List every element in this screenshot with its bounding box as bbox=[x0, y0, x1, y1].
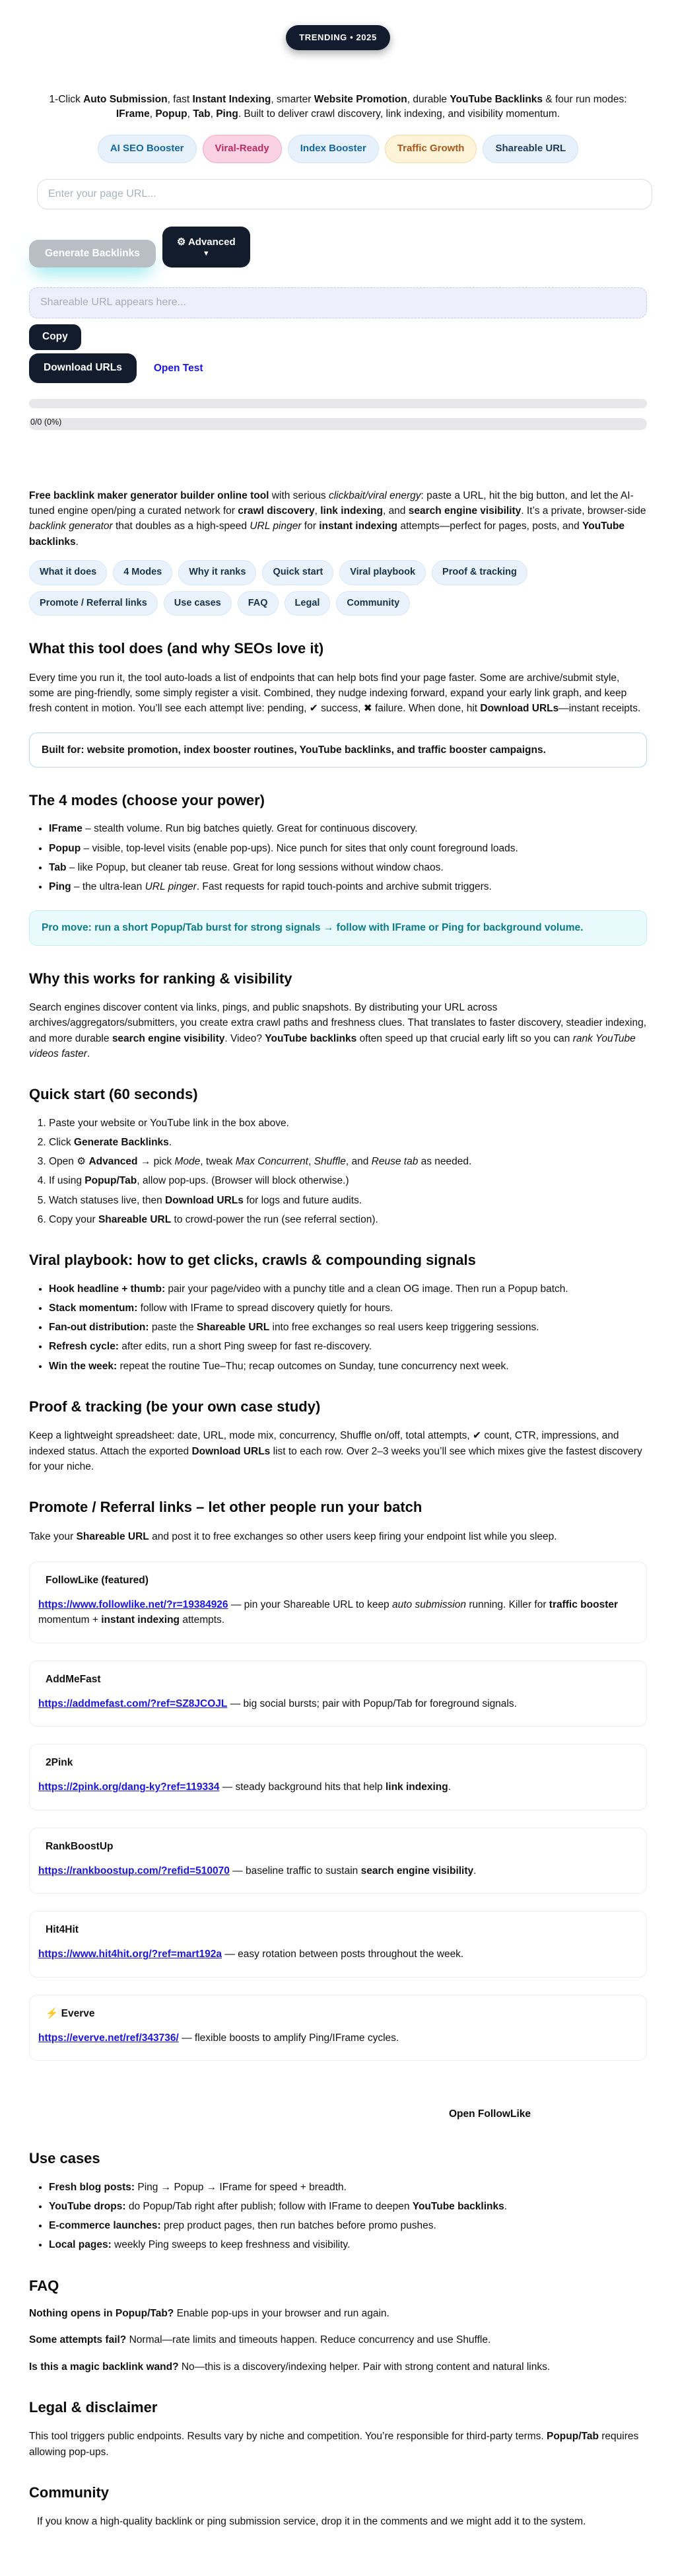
list-item: 2. Click Generate Backlinks. bbox=[49, 1135, 647, 1150]
faq-title: FAQ bbox=[29, 2277, 59, 2294]
chip-index-booster: Index Booster bbox=[288, 135, 379, 163]
lightning-icon: ⚡ bbox=[46, 2007, 59, 2019]
list-item: • Tab – like Popup, but cleaner tab reuse. Great for long sessions without window chaos. bbox=[49, 860, 647, 875]
hero-section bbox=[0, 0, 676, 163]
built-for-callout: Built for: website promotion, index booster routines, YouTube backlinks, and traffic booster campaigns. bbox=[29, 733, 647, 768]
chip-shareable-url: Shareable URL bbox=[483, 135, 578, 163]
community-body: If you know a high-quality backlink or ping submission service, drop it in the comments and we might add it to the system. bbox=[37, 2516, 586, 2528]
referral-name-text: Everve bbox=[58, 2007, 95, 2019]
list-item: 6. Copy your Shareable URL to crowd-power the run (see referral section). bbox=[49, 1212, 647, 1227]
referral-name: Hit4Hit bbox=[46, 1924, 79, 1936]
list-item: 4. If using Popup/Tab, allow pop-ups. (Browser will block otherwise.) bbox=[49, 1173, 647, 1188]
faq-item: Is this a magic backlink wand? No—this is a discovery/indexing helper. Pair with strong content and natural links. bbox=[29, 2361, 551, 2373]
bottom-spacer bbox=[29, 2530, 647, 2576]
list-item: • Fresh blog posts: Ping → Popup → IFrame for speed + breadth. bbox=[49, 2180, 647, 2195]
download-urls-button[interactable]: Download URLs bbox=[29, 353, 137, 383]
list-item: • Local pages: weekly Ping sweeps to keep freshness and visibility. bbox=[49, 2237, 647, 2252]
list-item: • Popup – visible, top-level visits (enable pop-ups). Nice punch for sites that only count foreground loads. bbox=[49, 841, 647, 856]
community-title: Community bbox=[29, 2484, 109, 2501]
modes-list bbox=[49, 821, 647, 894]
referral-line bbox=[38, 2030, 638, 2046]
why-body: Search engines discover content via links, pings, and public snapshots. By distributing your URL across archives/aggregators/submitters, you create extra crawl paths and freshness clues. That translates to faster discovery, steadier indexing, and more durable search engine visibility. Video? YouTube backlinks often speed up that crucial early lift so you can rank YouTube videos faster. bbox=[29, 1002, 647, 1059]
referral-name: RankBoostUp bbox=[46, 1840, 114, 1852]
chip-ai-seo-booster: AI SEO Booster bbox=[98, 135, 197, 163]
gear-icon: ⚙ bbox=[176, 236, 186, 248]
nav-pill-why-it-ranks[interactable]: Why it ranks bbox=[178, 560, 256, 585]
quick-start-list bbox=[49, 1116, 647, 1228]
referral-card-addmefast bbox=[29, 1661, 647, 1727]
referral-desc: — flexible boosts to amplify Ping/IFrame cycles. bbox=[178, 2032, 399, 2044]
referral-link-everve[interactable]: https://everve.net/ref/343736/ bbox=[38, 2032, 179, 2044]
progress-counter: 0/0 (0%) bbox=[30, 417, 62, 427]
nav-pill-quick-start[interactable]: Quick start bbox=[262, 560, 333, 585]
use-cases-list bbox=[49, 2180, 647, 2253]
referral-desc: — baseline traffic to sustain search engine visibility. bbox=[229, 1865, 477, 1877]
section-nav bbox=[29, 560, 647, 616]
referral-card-everve bbox=[29, 1995, 647, 2061]
download-row bbox=[29, 353, 647, 383]
list-item: • Win the week: repeat the routine Tue–Thu; recap outcomes on Sunday, tune concurrency next week. bbox=[49, 1359, 647, 1374]
what-it-does-body: Every time you run it, the tool auto-loads a list of endpoints that can help bots find your page faster. Some are archive/submit style, some are ping-friendly, some simply register a visit. Combined, they nudge indexing forward, expand your early link graph, and keep fresh content in motion. You’ll see each attempt live: pending, ✔ success, ✖ failure. When done, hit Download URLs—instant receipts. bbox=[29, 672, 641, 715]
referral-desc: — pin your Shareable URL to keep auto submission running. Killer for traffic booster momentum + instant indexing attempts. bbox=[38, 1599, 619, 1626]
nav-pill-viral-playbook[interactable]: Viral playbook bbox=[339, 560, 426, 585]
modes-title: The 4 modes (choose your power) bbox=[29, 791, 265, 808]
status-log-strip bbox=[29, 418, 647, 430]
shareable-url-output[interactable] bbox=[29, 287, 647, 318]
copy-button[interactable]: Copy bbox=[29, 324, 81, 350]
referral-link-rankboostup[interactable]: https://rankboostup.com/?refid=510070 bbox=[38, 1865, 230, 1877]
legal-title: Legal & disclaimer bbox=[29, 2398, 158, 2415]
referral-name: 2Pink bbox=[46, 1757, 73, 1769]
nav-pill-community[interactable]: Community bbox=[336, 591, 410, 616]
referral-desc: — steady background hits that help link indexing. bbox=[219, 1781, 452, 1793]
pro-move-callout: Pro move: run a short Popup/Tab burst for strong signals → follow with IFrame or Ping for background volume. bbox=[29, 910, 647, 945]
list-item: • E-commerce launches: prep product pages, then run batches before promo pushes. bbox=[49, 2218, 647, 2233]
faq-item: Some attempts fail? Normal—rate limits and timeouts happen. Reduce concurrency and use Shuffle. bbox=[29, 2334, 491, 2346]
referral-name bbox=[38, 2006, 638, 2021]
list-item: • IFrame – stealth volume. Run big batches quietly. Great for continuous discovery. bbox=[49, 821, 647, 836]
chip-viral-ready: Viral-Ready bbox=[203, 135, 282, 163]
referral-card-followlike bbox=[29, 1561, 647, 1643]
list-item: • Ping – the ultra-lean URL pinger. Fast requests for rapid touch-points and archive submit triggers. bbox=[49, 879, 647, 894]
list-item: • Stack momentum: follow with IFrame to spread discovery quietly for hours. bbox=[49, 1301, 647, 1316]
action-buttons-row bbox=[29, 227, 647, 268]
referral-desc: — big social bursts; pair with Popup/Tab for foreground signals. bbox=[227, 1698, 517, 1709]
referral-card-2pink bbox=[29, 1744, 647, 1810]
chevron-down-icon: ▼ bbox=[202, 249, 210, 258]
viral-playbook-title: Viral playbook: how to get clicks, crawls & compounding signals bbox=[29, 1252, 476, 1269]
advanced-button[interactable] bbox=[162, 227, 250, 268]
why-title: Why this works for ranking & visibility bbox=[29, 970, 292, 987]
page-url-input[interactable] bbox=[37, 179, 652, 209]
nav-pill-faq[interactable]: FAQ bbox=[238, 591, 279, 616]
referral-desc: — easy rotation between posts throughout the week. bbox=[222, 1949, 464, 1960]
referral-line bbox=[38, 1696, 638, 1711]
promote-body: Take your Shareable URL and post it to free exchanges so other users keep firing your endpoint list while you sleep. bbox=[29, 1530, 557, 1542]
progress-bar bbox=[29, 399, 647, 408]
referral-line bbox=[38, 1597, 638, 1628]
list-item: 3. Open ⚙ Advanced → pick Mode, tweak Max Concurrent, Shuffle, and Reuse tab as needed. bbox=[49, 1154, 647, 1169]
legal-body: This tool triggers public endpoints. Results vary by niche and competition. You’re responsible for third-party terms. Popup/Tab requires allowing pop-ups. bbox=[29, 2431, 639, 2458]
referral-link-addmefast[interactable]: https://addmefast.com/?ref=SZ8JCOJL bbox=[38, 1698, 228, 1709]
list-item: 5. Watch statuses live, then Download URLs for logs and future audits. bbox=[49, 1193, 647, 1208]
faq-item: Nothing opens in Popup/Tab? Enable pop-ups in your browser and run again. bbox=[29, 2308, 389, 2320]
referral-link-2pink[interactable]: https://2pink.org/dang-ky?ref=119334 bbox=[38, 1781, 220, 1793]
proof-tracking-body: Keep a lightweight spreadsheet: date, URL, mode mix, concurrency, Shuffle on/off, total attempts, ✔ count, CTR, impressions, and indexed status. Attach the exported Download URLs list to each row. Over 2–3 weeks you’ll see which mixes give the fastest discovery for your niche. bbox=[29, 1430, 642, 1472]
list-item: • Fan-out distribution: paste the Shareable URL into free exchanges so real users keep triggering sessions. bbox=[49, 1320, 647, 1335]
intro-text: 1-Click Auto Submission, fast Instant Indexing, smarter Website Promotion, durable YouTube Backlinks & four run modes: IFrame, Popup, Tab, Ping. Built to deliver crawl discovery, link indexing, and visibility momentum. bbox=[49, 93, 627, 120]
list-item: • YouTube drops: do Popup/Tab right after publish; follow with IFrame to deepen YouTube backlinks. bbox=[49, 2199, 647, 2214]
referral-card-hit4hit bbox=[29, 1911, 647, 1978]
list-item: • Refresh cycle: after edits, run a short Ping sweep for fast re-discovery. bbox=[49, 1339, 647, 1354]
nav-pill-legal[interactable]: Legal bbox=[285, 591, 331, 616]
use-cases-title: Use cases bbox=[29, 2150, 100, 2167]
list-item: 1. Paste your website or YouTube link in the box above. bbox=[49, 1116, 647, 1131]
lead-paragraph: Free backlink maker generator builder online tool with serious clickbait/viral energy: paste a URL, hit the big button, and let the AI-tuned engine open/ping a curated network for crawl discovery, link indexing, and search engine visibility. It’s a private, browser-side backlink generator that doubles as a high-speed URL pinger for instant indexing attempts—perfect for pages, posts, and YouTube backlinks. bbox=[29, 489, 646, 548]
nav-pill-what-it-does[interactable]: What it does bbox=[29, 560, 107, 585]
referral-name: AddMeFast bbox=[46, 1673, 101, 1685]
promote-title: Promote / Referral links – let other people run your batch bbox=[29, 1499, 422, 1516]
viral-playbook-list bbox=[49, 1281, 647, 1374]
open-followlike-button[interactable]: Open FollowLike bbox=[449, 2108, 531, 2120]
advanced-button-label: Advanced bbox=[187, 236, 236, 248]
trending-badge: TRENDING • 2025 bbox=[286, 25, 390, 50]
referral-name: FollowLike (featured) bbox=[46, 1574, 149, 1586]
referral-line bbox=[38, 1947, 638, 1962]
nav-pill-4-modes[interactable]: 4 Modes bbox=[113, 560, 172, 585]
what-it-does-title: What this tool does (and why SEOs love it) bbox=[29, 640, 324, 657]
tool-controls bbox=[29, 179, 647, 430]
referral-link-followlike[interactable]: https://www.followlike.net/?r=19384926 bbox=[38, 1599, 228, 1611]
referral-card-rankboostup bbox=[29, 1828, 647, 1894]
referral-link-hit4hit[interactable]: https://www.hit4hit.org/?ref=mart192a bbox=[38, 1949, 222, 1960]
generate-backlinks-button[interactable]: Generate Backlinks bbox=[29, 240, 156, 268]
nav-pill-proof-tracking[interactable]: Proof & tracking bbox=[432, 560, 527, 585]
nav-pill-use-cases[interactable]: Use cases bbox=[164, 591, 232, 616]
nav-pill-promote-referral[interactable]: Promote / Referral links bbox=[29, 591, 158, 616]
open-test-link[interactable]: Open Test bbox=[153, 362, 203, 374]
feature-chips bbox=[0, 135, 676, 163]
list-item: • Hook headline + thumb: pair your page/video with a punchy title and a clean OG image. Then run a Popup batch. bbox=[49, 1281, 647, 1297]
chip-traffic-growth: Traffic Growth bbox=[385, 135, 477, 163]
referral-line bbox=[38, 1779, 638, 1795]
quick-start-title: Quick start (60 seconds) bbox=[29, 1086, 198, 1103]
referral-line bbox=[38, 1863, 638, 1878]
proof-tracking-title: Proof & tracking (be your own case study) bbox=[29, 1398, 321, 1415]
